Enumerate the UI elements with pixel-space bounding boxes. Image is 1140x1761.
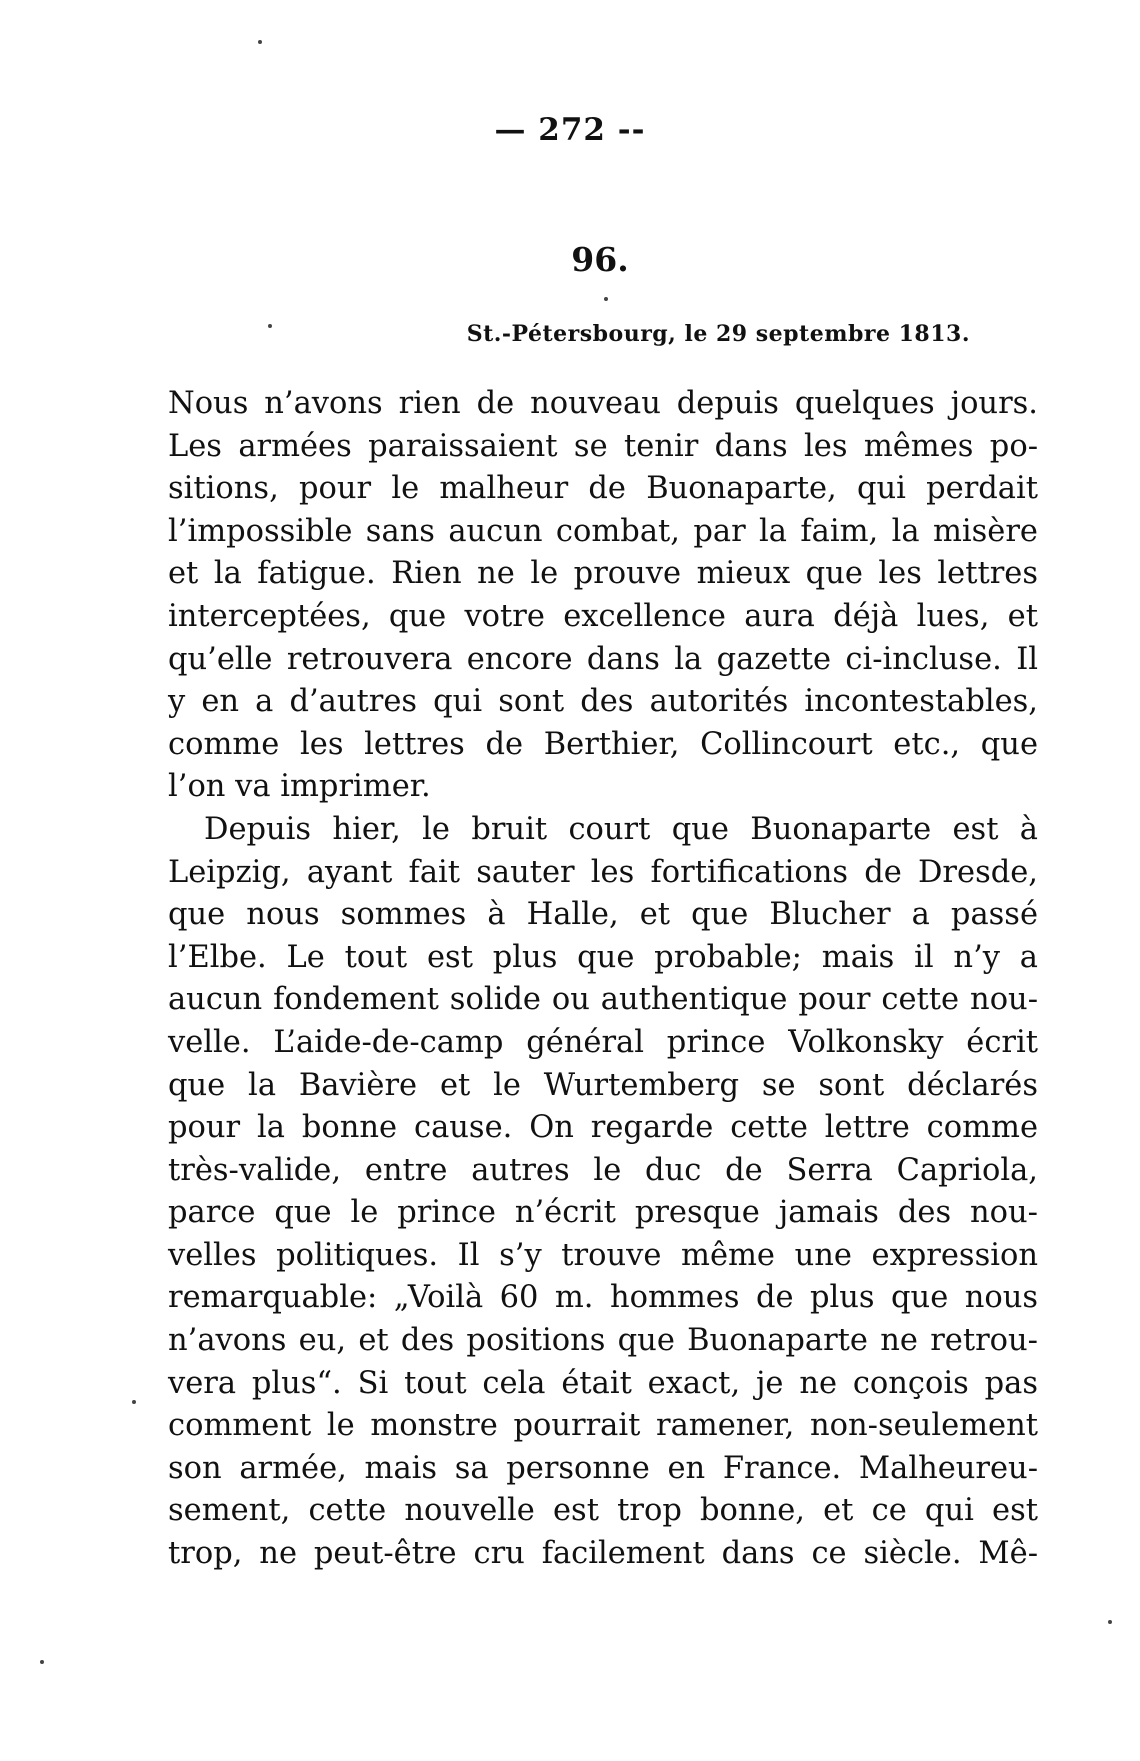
text-line: parce que le prince n’écrit presque jamais des nou- (168, 1195, 1038, 1231)
text-line: et la fatigue. Rien ne le prouve mieux que les lettres (168, 556, 1038, 592)
text-line: sement, cette nouvelle est trop bonne, et ce qui est (168, 1493, 1038, 1529)
dateline: St.-Pétersbourg, le 29 septembre 1813. (466, 321, 970, 347)
text-line: l’on va imprimer. (168, 769, 431, 805)
text-line: qu’elle retrouvera encore dans la gazette ci-incluse. Il (168, 641, 1038, 677)
text-line: y en a d’autres qui sont des autorités incontestables, (168, 684, 1038, 720)
text-line: velles politiques. Il s’y trouve même une expression (168, 1237, 1038, 1273)
text-line: aucun fondement solide ou authentique pour cette nou- (168, 982, 1038, 1018)
scan-speck (604, 297, 608, 301)
text-line: que nous sommes à Halle, et que Blucher a passé (168, 897, 1038, 933)
text-line: Leipzig, ayant fait sauter les fortifications de Dresde, (168, 854, 1038, 890)
letter-body (168, 383, 1038, 1576)
letter-number: 96. (571, 240, 629, 279)
text-line: vera plus“. Si tout cela était exact, je ne conçois pas (168, 1365, 1038, 1401)
text-line: très-valide, entre autres le duc de Serra Capriola, (168, 1152, 1038, 1188)
page-number: — 272 -- (494, 112, 646, 148)
text-line: n’avons eu, et des positions que Buonaparte ne retrou- (168, 1323, 1038, 1359)
scan-speck (40, 1660, 44, 1664)
text-line: velle. L’aide-de-camp général prince Volkonsky écrit (168, 1024, 1038, 1060)
text-line: que la Bavière et le Wurtemberg se sont déclarés (168, 1067, 1038, 1103)
scan-speck (258, 40, 262, 44)
text-line: sitions, pour le malheur de Buonaparte, qui perdait (168, 471, 1038, 507)
text-line: interceptées, que votre excellence aura déjà lues, et (168, 598, 1038, 634)
text-line: son armée, mais sa personne en France. Malheureu- (168, 1450, 1038, 1486)
text-line: comment le monstre pourrait ramener, non-seulement (168, 1408, 1038, 1444)
scan-speck (268, 324, 272, 328)
text-line: Les armées paraissaient se tenir dans les mêmes po- (168, 428, 1038, 464)
text-line: pour la bonne cause. On regarde cette lettre comme (168, 1110, 1038, 1146)
scan-speck (1108, 1620, 1112, 1624)
text-line: comme les lettres de Berthier, Collincourt etc., que (168, 726, 1038, 762)
text-line: l’Elbe. Le tout est plus que probable; mais il n’y a (168, 939, 1038, 975)
text-line: Depuis hier, le bruit court que Buonaparte est à (204, 811, 1038, 847)
text-line: Nous n’avons rien de nouveau depuis quelques jours. (168, 386, 1038, 421)
text-line: trop, ne peut-être cru facilement dans ce siècle. Mê- (168, 1536, 1038, 1572)
text-line: remarquable: „Voilà 60 m. hommes de plus que nous (168, 1280, 1038, 1316)
scan-speck (132, 1400, 136, 1404)
text-line: l’impossible sans aucun combat, par la faim, la misère (168, 513, 1038, 549)
